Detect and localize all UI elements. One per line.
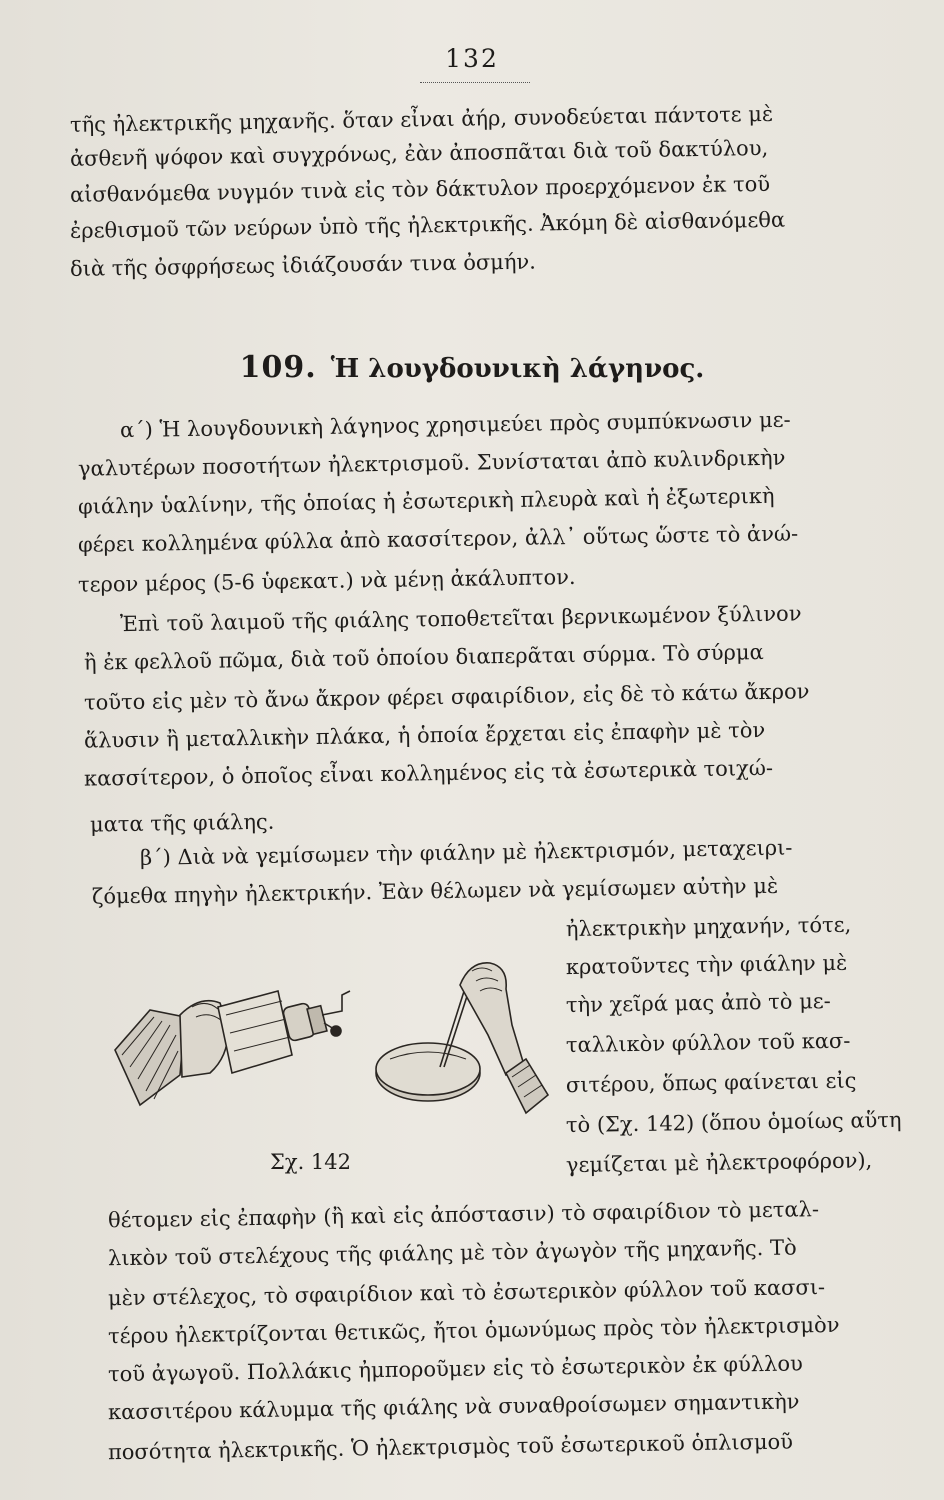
page-number-rule (420, 82, 530, 83)
text-line: τερον μέρος (5-6 ὑφεκατ.) νὰ μένῃ ἀκάλυπτον. (77, 564, 576, 597)
text-line: αἰσθανόμεθα νυγμόν τινὰ εἰς τὸν δάκτυλον προερχόμενον ἐκ τοῦ (69, 171, 771, 207)
text-line: τῆς ἠλεκτρικῆς μηχανῆς. ὅταν εἶναι ἀήρ, συνοδεύεται πάντοτε μὲ (69, 101, 774, 137)
text-line: τὸ (Σχ. 142) (ὅπου ὁμοίως αὕτη (565, 1107, 902, 1138)
text-line: ἐρεθισμοῦ τῶν νεύρων ὑπὸ τῆς ἠλεκτρικῆς. Ἀκόμη δὲ αἰσθανόμεθα (69, 207, 786, 243)
text-line: ποσότητα ἠλεκτρικῆς. Ὁ ἠλεκτρισμὸς τοῦ ἐσωτερικοῦ ὁπλισμοῦ (107, 1429, 794, 1465)
text-line: σιτέρου, ὅπως φαίνεται εἰς (565, 1068, 857, 1098)
text-line: τὴν χεῖρά μας ἀπὸ τὸ με- (565, 988, 831, 1018)
text-line: φέρει κολλημένα φύλλα ἀπὸ κασσίτερον, ἀλλ᾽ οὕτως ὥστε τὸ ἀνώ- (77, 521, 799, 557)
leyden-jar-illustration-icon (110, 955, 550, 1115)
text-line: γαλυτέρων ποσοτήτων ἠλεκτρισμοῦ. Συνίσταται ἀπὸ κυλινδρικὴν (77, 445, 786, 481)
text-line: κασσιτέρου κάλυμμα τῆς φιάλης νὰ συναθροίσωμεν σημαντικὴν (107, 1389, 800, 1425)
section-title: Ἡ λουγδουνικὴ λάγηνος. (330, 354, 705, 384)
text-line: τέρου ἠλεκτρίζονται θετικῶς, ἤτοι ὁμωνύμως πρὸς τὸν ἠλεκτρισμὸν (107, 1312, 840, 1349)
text-line: ἢ ἐκ φελλοῦ πῶμα, διὰ τοῦ ὁποίου διαπερᾶται σύρμα. Τὸ σύρμα (83, 640, 764, 675)
text-line: τοῦ ἀγωγοῦ. Πολλάκις ἠμποροῦμεν εἰς τὸ ἐσωτερικὸν ἐκ φύλλου (107, 1351, 803, 1387)
text-line: λικὸν τοῦ στελέχους τῆς φιάλης μὲ τὸν ἀγωγὸν τῆς μηχανῆς. Τὸ (107, 1235, 797, 1271)
text-line: ζόμεθα πηγὴν ἠλεκτρικήν. Ἐὰν θέλωμεν νὰ γεμίσωμεν αὐτὴν μὲ (91, 873, 779, 909)
text-line: β΄) Διὰ νὰ γεμίσωμεν τὴν φιάλην μὲ ἠλεκτρισμόν, μεταχειρι- (139, 835, 793, 870)
section-heading (0, 350, 944, 385)
text-line: ἠλεκτρικὴν μηχανήν, τότε, (565, 912, 852, 942)
text-line: θέτομεν εἰς ἐπαφὴν (ἢ καὶ εἰς ἀπόστασιν) τὸ σφαιρίδιον τὸ μεταλ- (107, 1197, 820, 1233)
text-line: ταλλικὸν φύλλον τοῦ κασ- (565, 1028, 851, 1058)
text-line: κασσίτερον, ὁ ὁποῖος εἶναι κολλημένος εἰς τὰ ἐσωτερικὰ τοιχώ- (83, 755, 774, 791)
text-line: Ἐπὶ τοῦ λαιμοῦ τῆς φιάλης τοποθετεῖται βερνικωμένον ξύλινον (119, 601, 802, 637)
text-line: ματα τῆς φιάλης. (89, 809, 275, 837)
text-line: μὲν στέλεχος, τὸ σφαιρίδιον καὶ τὸ ἐσωτερικὸν φύλλον τοῦ κασσι- (107, 1275, 826, 1311)
text-line: φιάλην ὑαλίνην, τῆς ὁποίας ἡ ἐσωτερικὴ πλευρὰ καὶ ἡ ἐξωτερικὴ (77, 483, 775, 519)
page-number: 132 (445, 44, 499, 73)
section-number: 109. (239, 350, 317, 385)
text-line: ἀσθενῆ ψόφον καὶ συγχρόνως, ἐὰν ἀποσπᾶται διὰ τοῦ δακτύλου, (69, 135, 769, 171)
text-line: κρατοῦντες τὴν φιάλην μὲ (565, 950, 848, 980)
text-line: διὰ τῆς ὀσφρήσεως ἰδιάζουσάν τινα ὀσμήν. (69, 249, 537, 281)
text-line: α΄) Ἡ λουγδουνικὴ λάγηνος χρησιμεύει πρὸς συμπύκνωσιν με- (119, 407, 791, 443)
text-line: γεμίζεται μὲ ἠλεκτροφόρον), (565, 1148, 873, 1178)
figure-caption: Σχ. 142 (270, 1150, 352, 1174)
text-line: ἅλυσιν ἢ μεταλλικὴν πλάκα, ἡ ὁποία ἔρχεται εἰς ἐπαφὴν μὲ τὸν (83, 717, 766, 753)
text-line: τοῦτο εἰς μὲν τὸ ἄνω ἄκρον φέρει σφαιρίδιον, εἰς δὲ τὸ κάτω ἄκρον (83, 679, 810, 715)
